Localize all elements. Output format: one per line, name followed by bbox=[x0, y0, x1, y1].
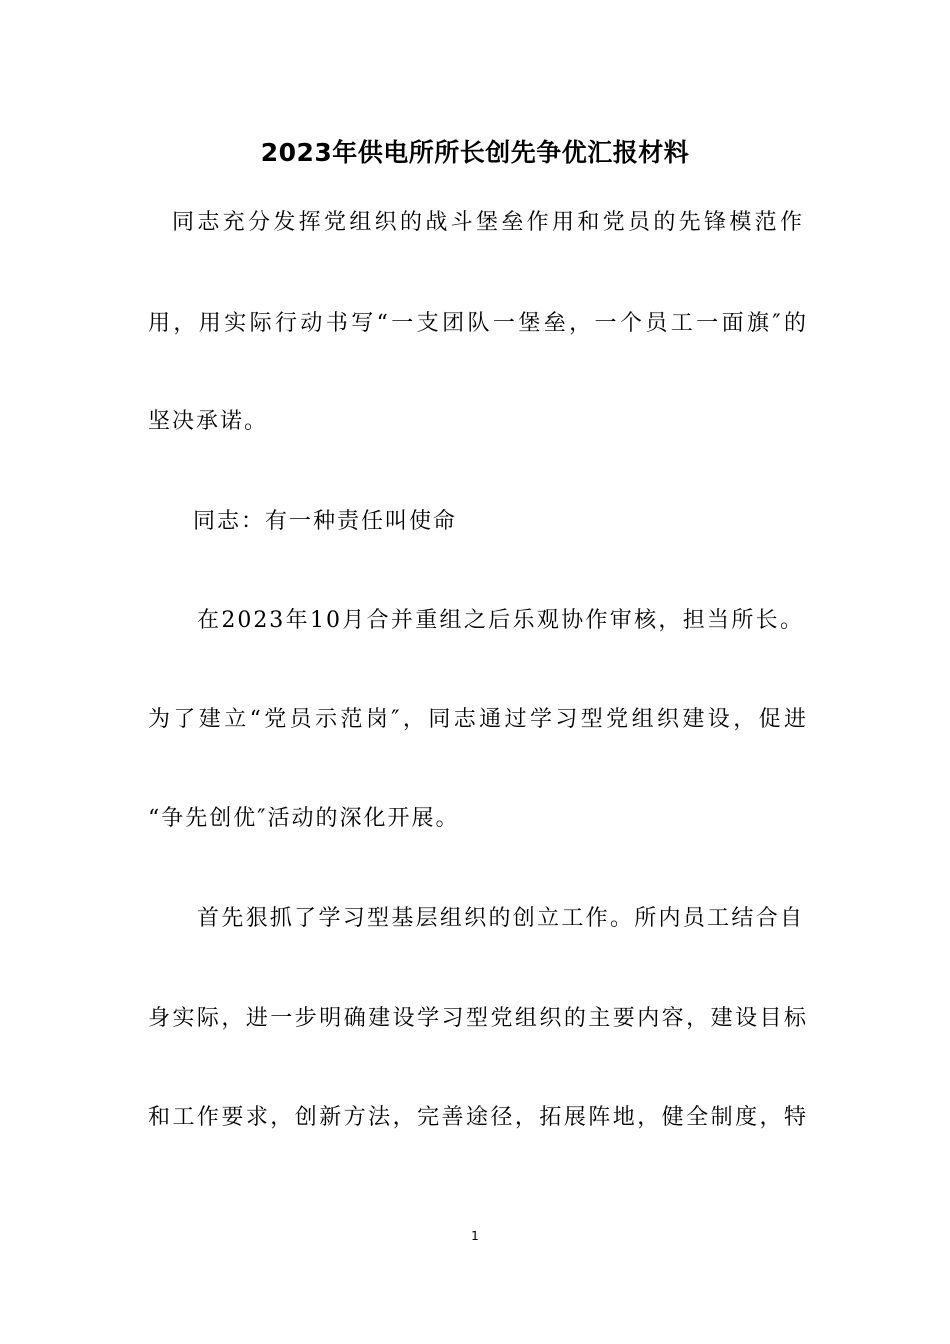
paragraph-4-line-3: 和工作要求，创新方法，完善途径，拓展阵地，健全制度，特 bbox=[148, 1105, 808, 1130]
page-number: 1 bbox=[471, 1229, 479, 1243]
paragraph-2-line-1: 在2023年10月合并重组之后乐观协作审核，担当所长。 bbox=[197, 608, 804, 633]
paragraph-3-line-2: “争先创优″活动的深化开展。 bbox=[148, 806, 460, 831]
document-title: 2023年供电所所长创先争优汇报材料 bbox=[260, 138, 690, 167]
paragraph-1-line-1: 同志充分发挥党组织的战斗堡垒作用和党员的先锋模范作 bbox=[172, 210, 804, 235]
paragraph-4-line-2: 身实际，进一步明确建设学习型党组织的主要内容，建设目标 bbox=[148, 1006, 808, 1031]
section-heading: 同志：有一种责任叫使命 bbox=[193, 509, 458, 534]
paragraph-1-line-2: 用，用实际行动书写“一支团队一堡垒，一个员工一面旗″的 bbox=[148, 311, 808, 336]
paragraph-3-line-1: 为了建立“党员示范岗″，同志通过学习型党组织建设，促进 bbox=[148, 707, 808, 732]
paragraph-1-line-3: 坚决承诺。 bbox=[148, 409, 269, 434]
paragraph-4-line-1: 首先狠抓了学习型基层组织的创立工作。所内员工结合自 bbox=[197, 906, 804, 931]
